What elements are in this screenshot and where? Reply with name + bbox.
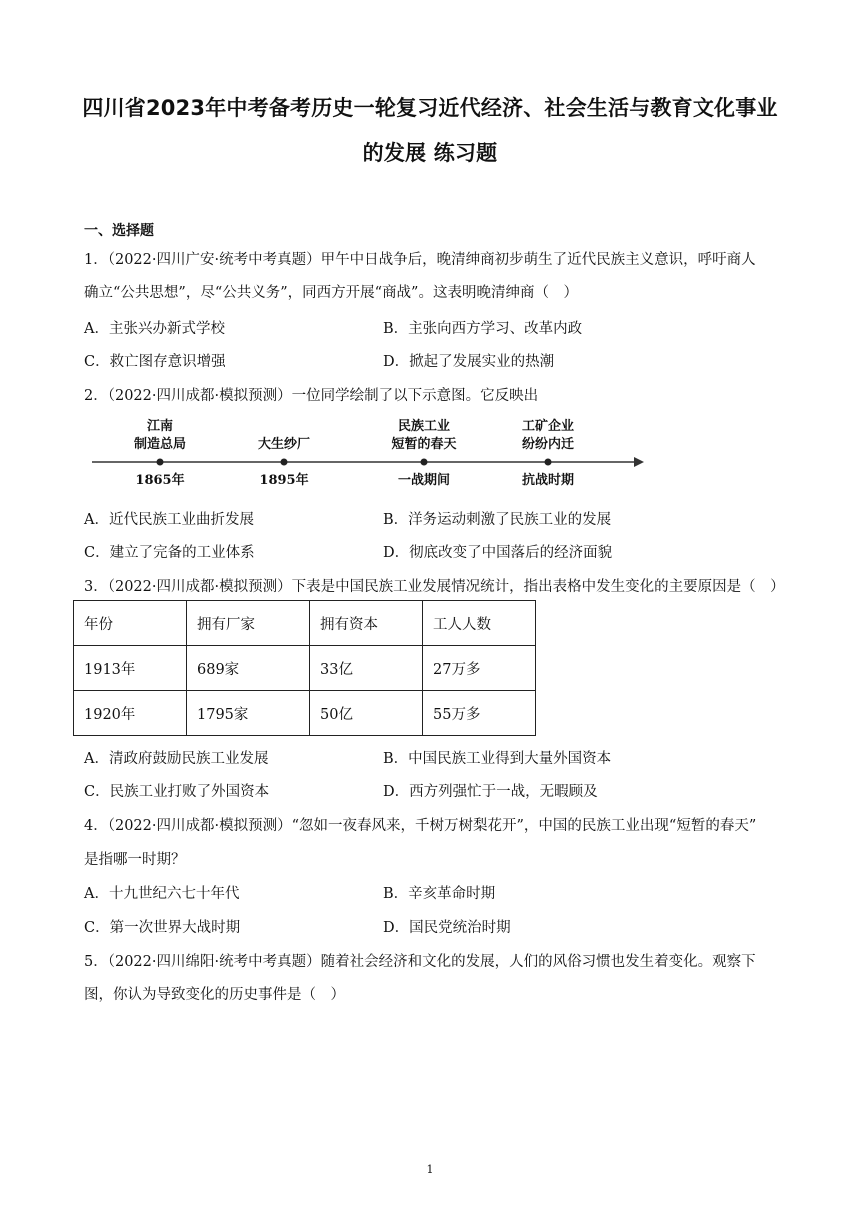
timeline-event-4 [503,418,593,454]
q2-stem-line1: 2．（2022·四川成都·模拟预测）一位同学绘制了以下示意图。它反映出 [84,388,539,404]
timeline-dot [421,459,428,466]
timeline-event-3-l1: 民族工业 [397,419,450,434]
q4-stem-line2: 是指哪一时期？ [84,852,186,868]
timeline-event-3-l2: 短暂的春天 [391,437,457,452]
q5-stem-line2: 图，你认为导致变化的历史事件是（ ） [84,987,345,1003]
doc-title-line1: 四川省2023年中考备考历史一轮复习近代经济、社会生活与教育文化事业 [82,96,778,120]
page-number: 1 [426,1163,434,1176]
q3-option-c[interactable]: C．民族工业打败了外国资本 [84,784,270,800]
q1-option-b[interactable]: B．主张向西方学习、改革内政 [383,321,583,337]
q4-stem-line1: 4．（2022·四川成都·模拟预测）“忽如一夜春风来，千树万树梨花开”，中国的民族工业出现“短暂的春天” [84,818,757,834]
q1-option-a[interactable]: A．主张兴办新式学校 [84,321,225,337]
table-cell: 689家 [187,646,310,691]
q4-option-c[interactable]: C．第一次世界大战时期 [84,920,241,936]
timeline-event-2-l1: 大生纱厂 [257,437,310,452]
section-heading: 一、选择题 [84,223,154,239]
q2-option-c[interactable]: C．建立了完备的工业体系 [84,545,255,561]
table-cell: 工人人数 [423,601,536,646]
q3-option-d[interactable]: D．西方列强忙于一战，无暇顾及 [383,784,598,800]
table-row [74,691,536,736]
timeline-event-4-l2: 纷纷内迁 [521,437,574,452]
table-cell: 55万多 [423,691,536,736]
timeline-dot [281,459,288,466]
table-cell: 年份 [74,601,187,646]
timeline-year-1: 1865年 [135,473,185,488]
timeline-event-4-l1: 工矿企业 [521,419,574,434]
doc-title-line2: 的发展 练习题 [362,141,498,165]
table-cell: 27万多 [423,646,536,691]
q2-option-d[interactable]: D．彻底改变了中国落后的经济面貌 [383,545,613,561]
timeline-year-3: 一战期间 [397,473,450,488]
q4-option-d[interactable]: D．国民党统治时期 [383,920,511,936]
timeline-diagram [88,416,648,491]
table-cell: 1920年 [74,691,187,736]
table-cell: 拥有资本 [310,601,423,646]
timeline-event-1-l1: 江南 [146,419,173,434]
q1-stem-line2: 确立“公共思想”，尽“公共义务”，同西方开展“商战”。这表明晚清绅商（ ） [84,285,578,301]
q5-stem-line1: 5．（2022·四川绵阳·统考中考真题）随着社会经济和文化的发展，人们的风俗习惯也发生着变化。观察下 [84,954,756,970]
q4-option-a[interactable]: A．十九世纪六七十年代 [84,886,240,902]
table-cell: 1795家 [187,691,310,736]
timeline-arrow-icon [634,457,644,467]
table-row [74,646,536,691]
table-row [74,601,536,646]
timeline-event-1 [120,418,200,454]
q2-option-b[interactable]: B．洋务运动刺激了民族工业的发展 [383,512,612,528]
table-cell: 33亿 [310,646,423,691]
q1-option-c[interactable]: C．救亡图存意识增强 [84,354,226,370]
q1-stem-line1: 1．（2022·四川广安·统考中考真题）甲午中日战争后，晚清绅商初步萌生了近代民族主义意识，呼吁商人 [84,252,756,268]
table-cell: 拥有厂家 [187,601,310,646]
timeline-dot [157,459,164,466]
timeline-event-1-l2: 制造总局 [133,437,186,452]
table-cell: 1913年 [74,646,187,691]
q3-option-a[interactable]: A．清政府鼓励民族工业发展 [84,751,269,767]
timeline-dot [545,459,552,466]
timeline-year-2: 1895年 [259,473,309,488]
q4-option-b[interactable]: B．辛亥革命时期 [383,886,496,902]
table-cell: 50亿 [310,691,423,736]
q3-option-b[interactable]: B．中国民族工业得到大量外国资本 [383,751,612,767]
timeline-event-3 [374,418,474,454]
timeline-year-4: 抗战时期 [521,473,574,488]
q2-option-a[interactable]: A．近代民族工业曲折发展 [84,512,254,528]
q1-option-d[interactable]: D．掀起了发展实业的热潮 [383,354,555,370]
q3-stem-line1: 3．（2022·四川成都·模拟预测）下表是中国民族工业发展情况统计，指出表格中发生变化的主要原因是（ ） [84,579,785,595]
timeline-event-2 [244,436,324,454]
industry-table [73,600,536,736]
